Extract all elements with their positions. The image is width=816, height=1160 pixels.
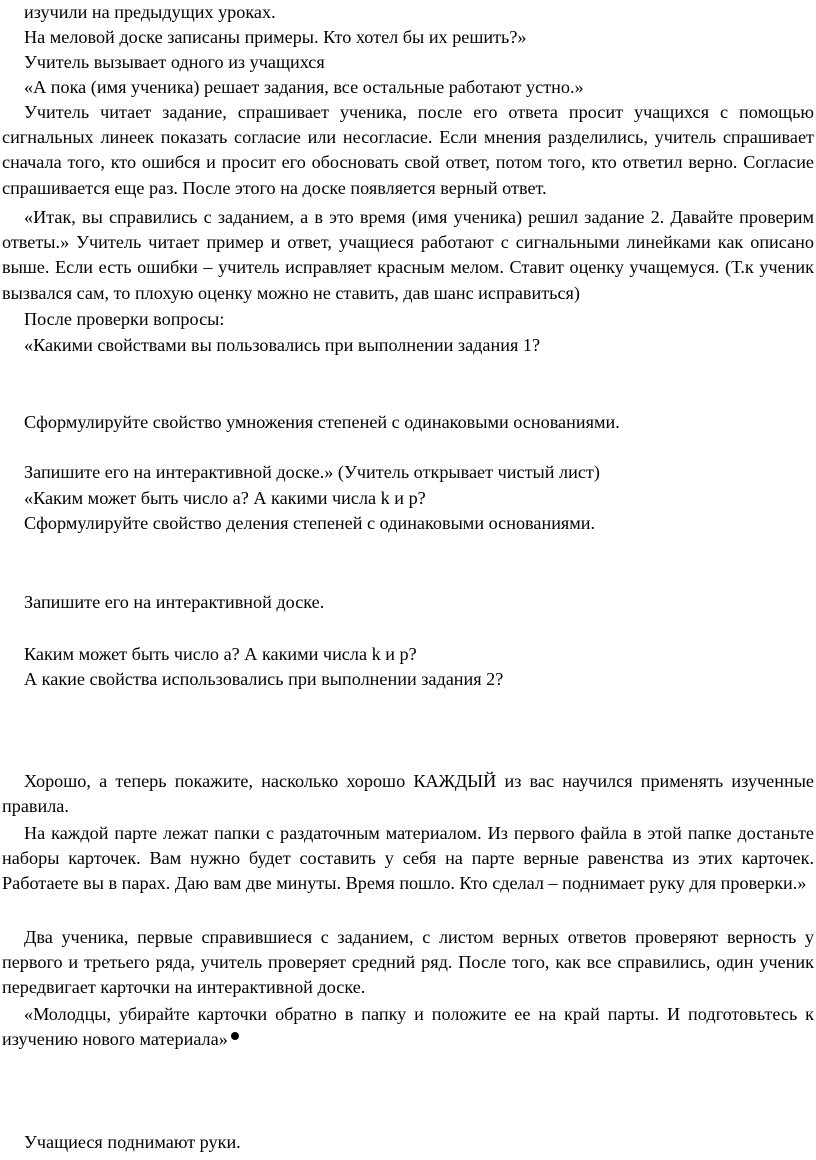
paragraph-13: Запишите его на интерактивной доске.: [24, 592, 325, 612]
paragraph-17: На каждой парте лежат папки с раздаточным материалом. Из первого файла в этой папке достаньте наборы карточек. Вам нужно будет составить у себя на парте верные равенства из этих карточек. Работаете вы в парах. Даю вам две минуты. Время пошло. Кто сделал – поднимает руку для проверки.»: [2, 823, 814, 894]
paragraph-3: Учитель вызывает одного из учащихся: [24, 52, 325, 72]
paragraph-8: «Какими свойствами вы пользовались при выполнении задания 1?: [24, 335, 541, 355]
paragraph-7: После проверки вопросы:: [24, 309, 225, 329]
paragraph-14: Каким может быть число a? А какими числа k и p?: [24, 644, 417, 664]
paragraph-5: Учитель читает задание, спрашивает ученика, после его ответа просит учащихся с помощью сигнальных линеек показать согласие или несогласие. Если мнения разделились, учитель спрашивает сначала того, кто ошибся и просит его обосновать свой ответ, потом того, кто ответил верно. Согласие спрашивается еще раз. После этого на доске появляется верный ответ.: [2, 102, 814, 198]
paragraph-4: «А пока (имя ученика) решает задания, все остальные работают устно.»: [24, 77, 584, 97]
paragraph-9: Сформулируйте свойство умножения степеней с одинаковыми основаниями.: [24, 412, 620, 432]
paragraph-15: А какие свойства использовались при выполнении задания 2?: [24, 669, 504, 689]
paragraph-18: Два ученика, первые справившиеся с заданием, с листом верных ответов проверяют верность у первого и третьего ряда, учитель проверяет средний ряд. После того, как все справились, один ученик передвигает карточки на интерактивной доске.: [2, 927, 814, 998]
paragraph-6: «Итак, вы справились с заданием, а в это время (имя ученика) решил задание 2. Давайте проверим ответы.» Учитель читает пример и ответ, учащиеся работают с сигнальными линейками как описано выше. Если есть ошибки – учитель исправляет красным мелом. Ставит оценку учащемуся. (Т.к ученик вызвался сам, то плохую оценку можно не ставить, дав шанс исправиться): [2, 207, 814, 303]
paragraph-12: Сформулируйте свойство деления степеней с одинаковыми основаниями.: [24, 513, 596, 533]
paragraph-2: На меловой доске записаны примеры. Кто хотел бы их решить?»: [24, 27, 527, 47]
paragraph-19: [2, 1002, 814, 1052]
paragraph-20: Учащиеся поднимают руки.: [24, 1132, 241, 1152]
paragraph-1: изучили на предыдущих уроках.: [24, 2, 276, 22]
paragraph-10: Запишите его на интерактивной доске.» (Учитель открывает чистый лист): [24, 462, 600, 482]
paragraph-11: «Каким может быть число a? А какими числа k и p?: [24, 488, 426, 508]
paragraph-19-text: «Молодцы, убирайте карточки обратно в папку и положите ее на край парты. И подготовьтесь к изучению нового материала»: [2, 1004, 814, 1050]
paragraph-16: Хорошо, а теперь покажите, насколько хорошо КАЖДЫЙ из вас научился применять изученные правила.: [2, 771, 814, 817]
bullet-icon: [231, 1032, 239, 1040]
